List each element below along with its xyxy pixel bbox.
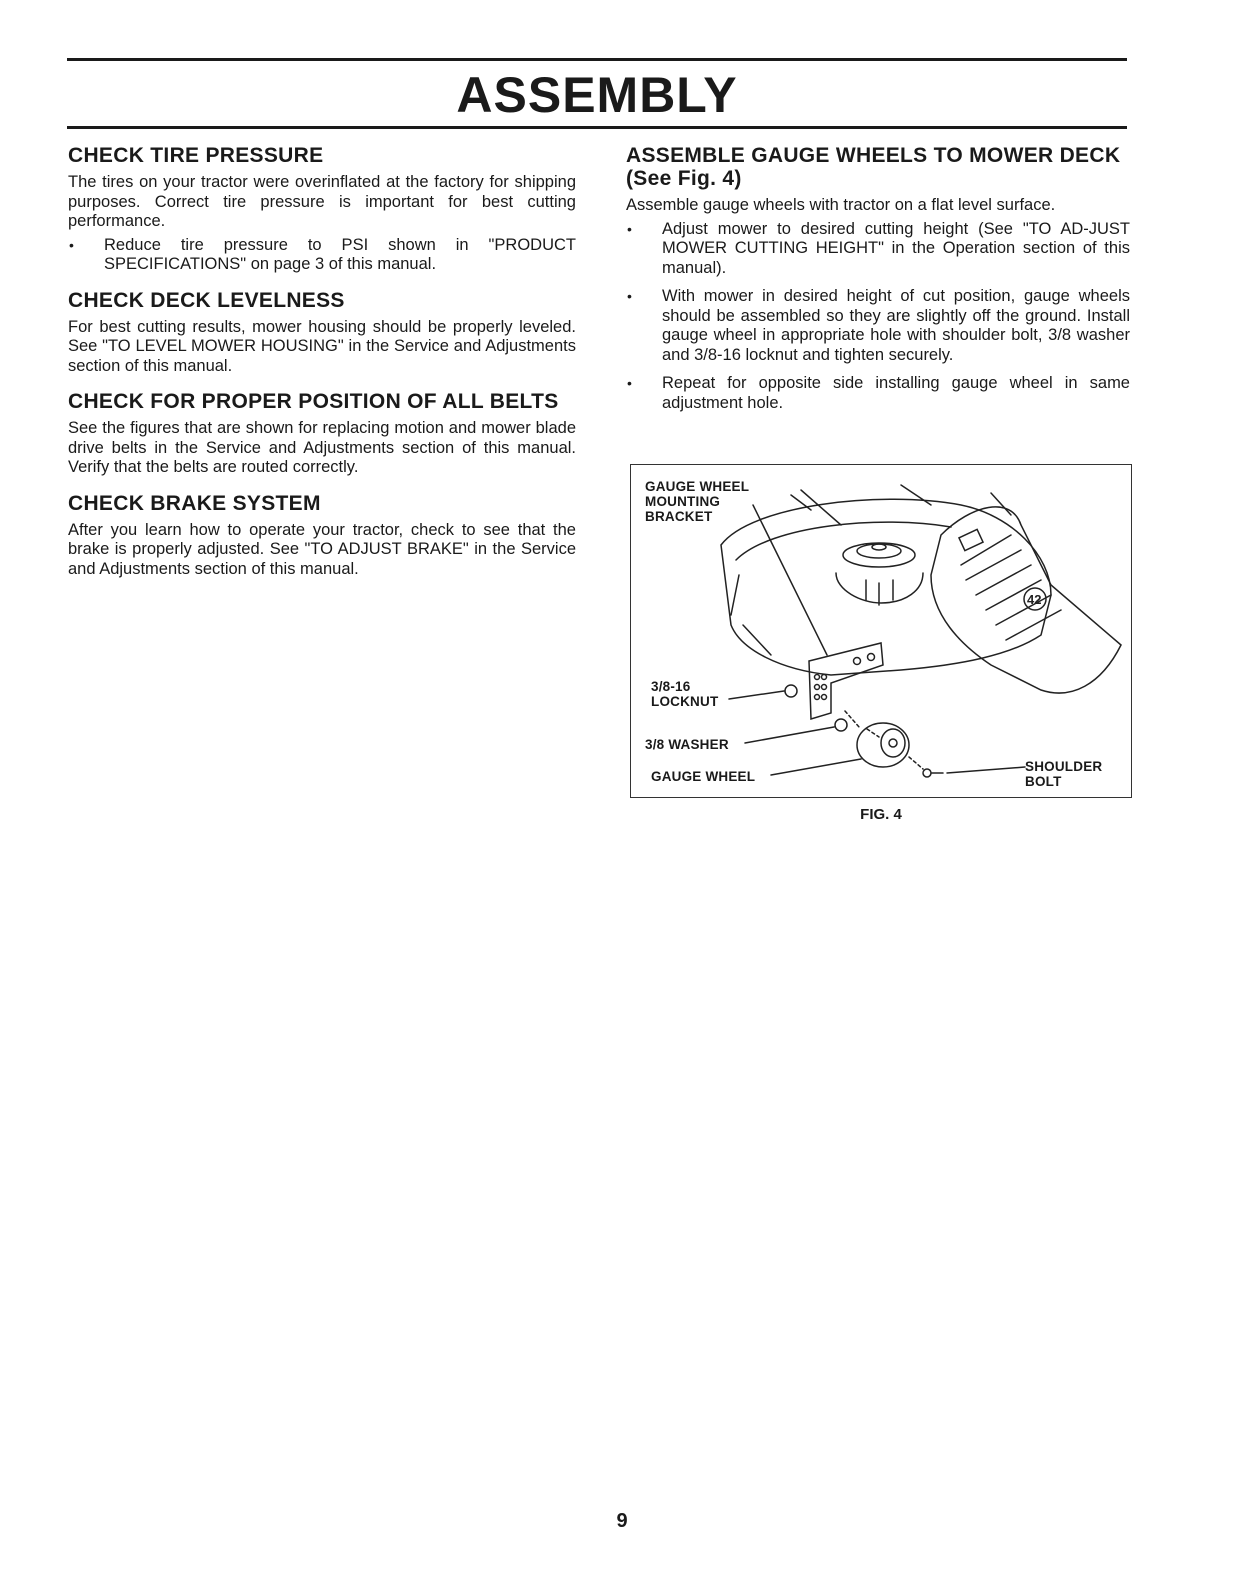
right-column [626,144,1130,427]
label-locknut [651,679,718,709]
washer [835,719,847,731]
list-item-text: Repeat for opposite side installing gauge wheel in same adjustment hole. [662,374,1130,412]
list-item-text: With mower in desired height of cut position, gauge wheels should be assembled so they are slightly off the ground. Install gauge wheel in appropriate hole with shoulder bolt, 3/8 washer and 3/8-16 locknut and tighten securely. [662,287,1130,364]
label-line: GAUGE WHEEL [645,479,750,494]
section-tire-pressure [68,144,576,275]
list-item [626,287,1130,365]
text-gauge-wheels: Assemble gauge wheels with tractor on a flat level surface. [626,196,1056,214]
bracket-hole [815,695,820,700]
section-brake [68,492,576,580]
gauge-wheel-axle [889,739,897,747]
list-item [626,220,1130,279]
left-column [68,144,576,593]
label-washer: 3/8 WASHER [645,737,729,752]
figure-caption: FIG. 4 [860,806,902,823]
heading-brake: CHECK BRAKE SYSTEM [68,491,321,515]
gauge-wheel-hub [881,729,905,757]
bullet-icon: • [627,288,632,304]
section-deck-levelness [68,289,576,377]
heading-gauge-wheels: ASSEMBLE GAUGE WHEELS TO MOWER DECK (See Fig. 4) [626,144,1121,190]
label-line: BOLT [1025,774,1062,789]
leader-bolt [947,767,1025,773]
leader-wheel [771,759,861,775]
leader-locknut [729,691,784,699]
heading-tire-pressure: CHECK TIRE PRESSURE [68,144,324,167]
title-underline [67,126,1127,129]
text-brake: After you learn how to operate your tractor, check to see that the brake is properly adjusted. See "TO ADJUST BRAKE" in the Service and Adjustments section of this manual. [68,520,576,578]
list-tire-pressure [68,236,576,275]
pulley-hub [872,544,886,550]
heading-belts: CHECK FOR PROPER POSITION OF ALL BELTS [68,390,559,413]
pulley-outer [843,543,915,567]
list-item [68,236,576,275]
deck-badge-text: 42 [1027,592,1042,607]
label-line: 3/8-16 [651,679,691,694]
deck-housing [721,499,1051,675]
discharge-chute [931,507,1121,693]
chute-shading [961,535,1061,640]
label-line: LOCKNUT [651,694,719,709]
chute-vent [959,529,983,550]
figure-4-frame [630,464,1132,798]
section-belts [68,390,576,478]
bracket-hole [822,685,827,690]
bracket-hole [815,685,820,690]
heading-deck-levelness: CHECK DECK LEVELNESS [68,288,345,312]
bracket-hole [868,654,875,661]
label-gauge-wheel: GAUGE WHEEL [651,769,756,784]
label-line: SHOULDER [1025,759,1103,774]
list-item-text: Adjust mower to desired cutting height (See "TO AD-JUST MOWER CUTTING HEIGHT" in the Operation section of this manual). [662,219,1130,277]
bullet-icon: • [627,375,632,391]
page-title: ASSEMBLY [456,67,738,123]
label-gauge-wheel-bracket [645,479,749,524]
text-deck-levelness: For best cutting results, mower housing should be properly leveled. See "TO LEVEL MOWER HOUSING" in the Service and Adjustments section of this manual. [68,317,576,375]
bullet-icon: • [69,236,74,253]
text-tire-pressure: The tires on your tractor were overinflated at the factory for shipping purposes. Correct tire pressure is important for best cutting performance. [68,173,576,230]
bullet-icon: • [627,220,632,237]
page-number: 9 [616,1510,628,1532]
bracket-hole [822,675,827,680]
bracket-hole [815,675,820,680]
bracket-hole [854,658,861,665]
pulley-inner [857,544,901,558]
list-gauge-wheels [626,220,1130,414]
label-shoulder-bolt [1025,759,1102,789]
list-item [626,374,1130,413]
leader-washer [745,727,834,743]
top-rule [67,58,1127,61]
locknut [785,685,797,697]
label-line: MOUNTING [645,494,721,509]
label-line: BRACKET [645,509,713,524]
gauge-wheel [857,723,909,767]
section-gauge-wheels [626,144,1130,413]
shoulder-bolt-head [923,769,931,777]
bracket-hole [822,695,827,700]
list-item-text: Reduce tire pressure to PSI shown in "PRODUCT SPECIFICATIONS" on page 3 of this manual. [104,235,576,273]
text-belts: See the figures that are shown for replacing motion and mower blade drive belts in the Service and Adjustments section of this manual. Verify that the belts are routed correctly. [68,419,576,476]
